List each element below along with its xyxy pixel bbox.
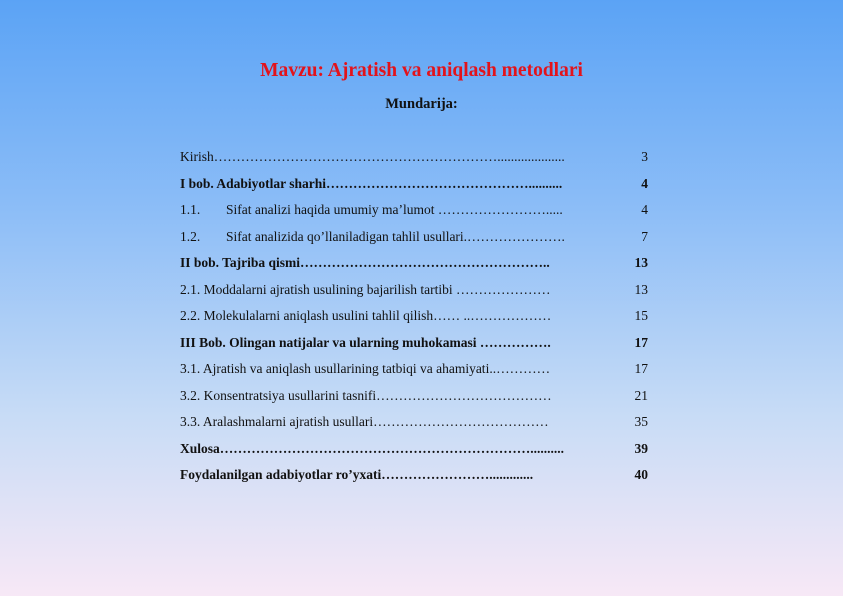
toc-entry-title: II bob. Tajriba qismi……………………………………………….. (180, 255, 550, 270)
toc-entry-title: Sifat analizida qo’llaniladigan tahlil usullari.…………………. (226, 228, 565, 244)
toc-entry-title: 3.1. Ajratish va aniqlash usullarining tatbiqi va ahamiyati..………… (180, 361, 551, 376)
toc-entry-title: I bob. Adabiyotlar sharhi……………………………………….......... (180, 175, 563, 191)
toc-entry-page: 40 (634, 467, 648, 482)
toc-entry-kirish (180, 140, 660, 167)
toc-entry-page: 4 (641, 202, 648, 217)
toc-entry-title: Xulosa…………………………………………………………….......... (180, 440, 565, 456)
toc-entry-page: 13 (634, 281, 648, 297)
toc-entry-title: III Bob. Olingan natijalar va ularning muhokamasi ……………. (180, 334, 551, 350)
toc-entry-page: 13 (634, 255, 648, 270)
toc-entry-3-1 (180, 352, 660, 379)
toc-entry-page: 7 (641, 228, 648, 244)
toc-entry-number: 1.1. (180, 202, 201, 217)
toc-entry-title: 3.2. Konsentratsiya usullarini tasnifi………………………………… (180, 387, 552, 403)
toc-entry-page: 17 (634, 334, 648, 350)
toc-entry-page: 39 (634, 440, 648, 456)
table-of-contents (180, 140, 660, 485)
toc-entry-title: Sifat analizi haqida umumiy ma’lumot ……………………..... (226, 202, 563, 217)
toc-entry-3-2 (180, 379, 660, 406)
toc-entry-page: 15 (634, 308, 648, 323)
toc-entry-2-2 (180, 299, 660, 326)
toc-entry-title: Kirish……………………………………………………….................... (180, 149, 565, 164)
toc-entry-title: 2.2. Molekulalarni aniqlash usulini tahlil qilish…… ..……………… (180, 308, 552, 323)
toc-entry-3-3 (180, 405, 660, 432)
toc-entry-page: 21 (634, 387, 648, 403)
toc-entry-2-1 (180, 273, 660, 300)
toc-heading: Mundarija: (385, 96, 458, 112)
document-title: Mavzu: Ajratish va aniqlash metodlari (260, 60, 583, 81)
toc-entry-page: 3 (641, 149, 648, 164)
toc-entry-page: 4 (641, 175, 648, 191)
toc-entry-references (180, 458, 660, 485)
toc-entry-chapter-2 (180, 246, 660, 273)
toc-entry-xulosa (180, 432, 660, 459)
toc-entry-1-2 (180, 220, 660, 247)
toc-entry-page: 35 (634, 414, 648, 429)
toc-entry-chapter-1 (180, 167, 660, 194)
toc-entry-title: 3.3. Aralashmalarni ajratish usullari………………………………… (180, 414, 549, 429)
toc-entry-title: 2.1. Moddalarni ajratish usulining bajarilish tartibi ………………… (180, 281, 551, 297)
toc-entry-1-1 (180, 193, 660, 220)
toc-entry-title: Foydalanilgan adabiyotlar ro’yxati……………………............. (180, 467, 534, 482)
toc-entry-number: 1.2. (180, 228, 201, 244)
toc-entry-chapter-3 (180, 326, 660, 353)
toc-entry-page: 17 (634, 361, 648, 376)
